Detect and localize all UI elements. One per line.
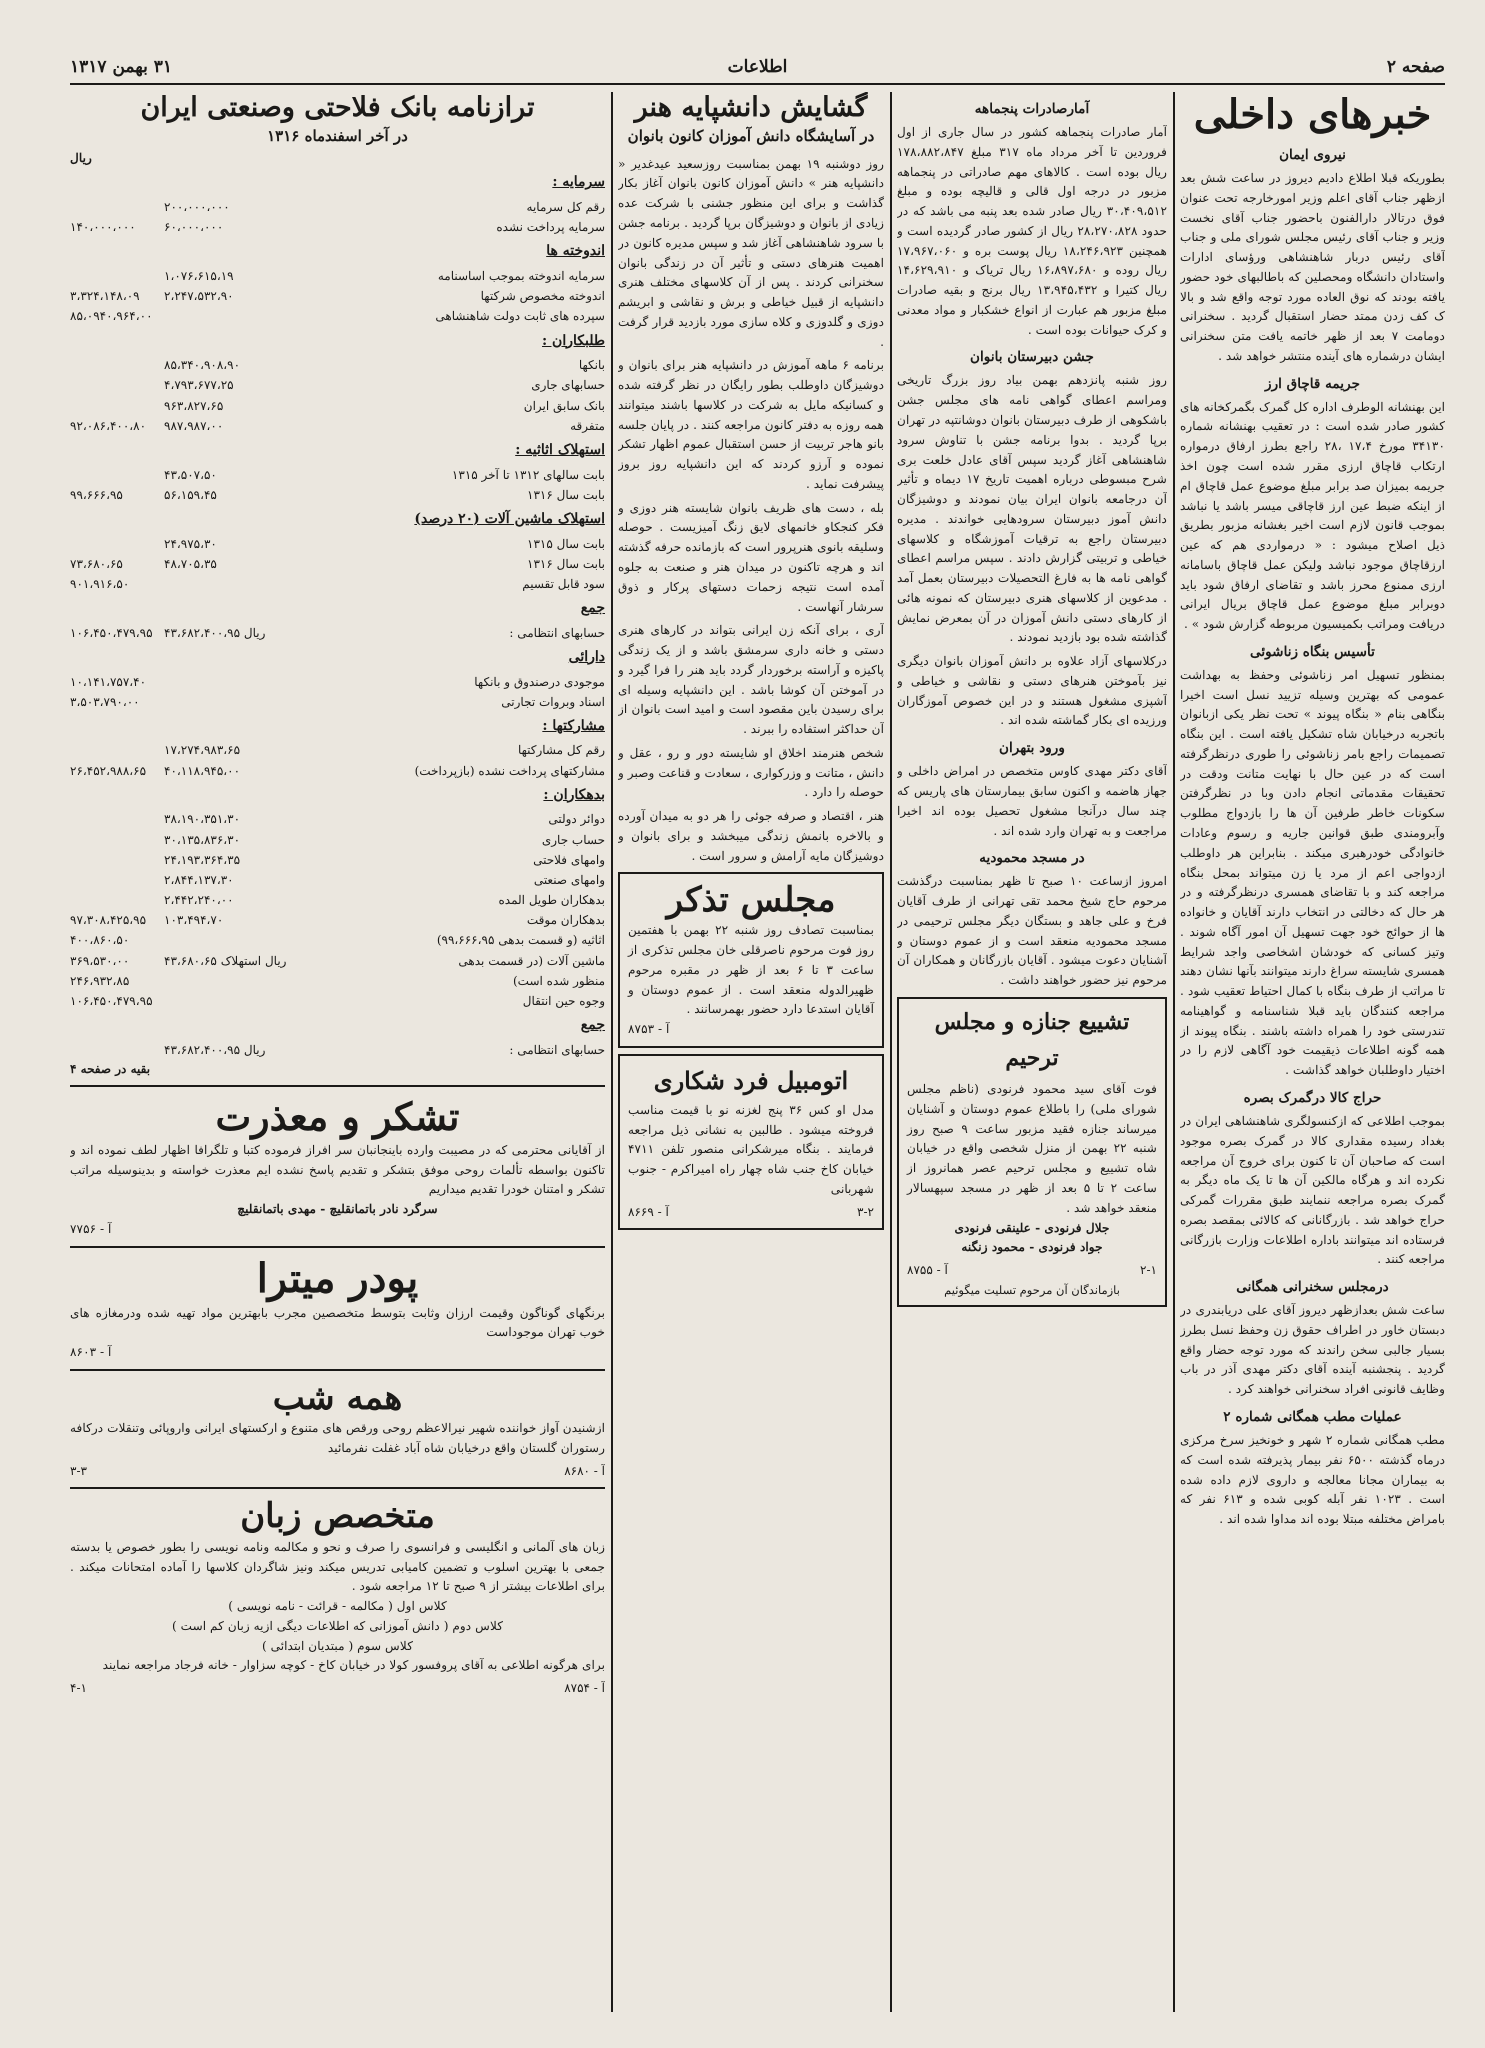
balance-row: [70, 197, 605, 217]
news-heading: عملیات مطب همگانی شماره ۲: [1223, 1408, 1402, 1425]
balance-row-amount: ۴۳،۶۸۲،۴۰۰،۹۵ ریال: [164, 625, 266, 640]
balance-row-label: رقم کل سرمایه: [526, 200, 605, 215]
article-body: بله ، دست های ظریف بانوان شایسته هنر دوزی و فکر کنجکاو خانمهای لایق زنگ آمیزیست . حوصله وسلیقه بانوی هنرپرور است که بازمانده حرفه گذشته اند و هرچه تاکنون در میدان هنر و صنعت به جلوه آمده است نتیجه زحمات دستهای پرکار و ذوق سرشار آنهاست .: [618, 500, 884, 614]
balance-row-label: اسناد وبروات تجارتی: [501, 694, 605, 709]
balance-row: [70, 971, 605, 991]
ad-title: پودر میترا: [256, 1254, 419, 1302]
balance-row-label: وامهای صنعتی: [533, 872, 605, 887]
balance-row-total: ۲۴۶،۹۳۲،۸۵: [70, 973, 130, 988]
news-heading: در مسجد محمودیه: [979, 850, 1085, 867]
news-body: آمار صادرات پنجماهه کشور در سال جاری از اول فروردین تا آخر مرداد ماه ۳۱۷ مبلغ ۱۷۸،۸۸۲،۸۴۷ ریال بوده است . کالاهای مهم صادراتی در پنجماهه مزبور در درجه اول قالی و قالیچه بوده و مبلغ ۳۰،۴۰۹،۵۱۲ ریال صادر شده بعد پنبه می باشد که در حدود ۲۸،۲۷۰،۸۲۸ ریال از کشور صادر گردیده است و همچنین ۱۸،۲۴۶،۹۲۳ ریال پوست بره و ۱۷،۹۶۷،۰۶۰ ریال روده و ۱۶،۸۹۷،۶۸۰ ریال تریاک و ۱۴،۶۲۹،۹۱۰ ریال کتیرا و ۱۳،۹۴۵،۴۳۲ ریال برنج و بقیه صادرات مبلغ مزبور هم عبارت از انواع خشکبار و مواد معدنی و کرک حیوانات بوده است .: [897, 125, 1167, 337]
news-body: بمنظور تسهیل امر زناشوئی وحفظ به بهداشت عمومی که بهترین وسیله تزیید نسل است اخیرا بنگاهی بنام « بنگاه پیوند » تحت نظر یکی ازبانوان باتجربه درخیابان شاه تشکیل یافته است . این بنگاه تصمیمات راجع بامر زناشوئی را طوری درنظرگرفته است که در عین حال با نهایت متانت ودقت در تحقیقات مقدماتی انجام دادن وبا در نظرگرفتن سکونات خاطر طرفین آن ها را بازدواج مطلوب وآبرومندی طبق قوانین جاریه و رسوم وعادات خانوادگی خودرهبری میکند . بنابراین هر داوطلب ازدواجی اعم از مرد یا زن میتواند بمحل بنگاه مراجعه کند و با تقاضای همسری درنظرگرفته و در هر حال که دخالتی در انتخاب دارند آقایان و خانواده ها از حوائج خود جهت تسهیل آن امور آگاه شوند . وتیز کسانی که خودشان اشخاصی واجد شرایط همسری شایسته سراغ دارند میتوانند بآنها نشان دهند تا مراتب از طرف بنگاه با کمال احتیاط تعقیب شود . مراجعه کنندگان باید قبلا شناسنامه و گواهینامه تندرستی خود را همراه داشته باشند . بنگاه پیوند از همه گونه اطلاعات ذیقیمت خود آگاهی لازم را در اختیار داوطلبان خواهد گذاشت .: [1180, 667, 1445, 1078]
notice-body: فوت آقای سید محمود فرنودی (ناظم مجلس شورای ملی) را باطلاع عموم دوستان و آشنایان میرساند جنازه فقید مزبور ساعت ۹ صبح روز شنبه ۲۲ بهمن از منزل شخصی واقع در خیابان شاه تشییع و مجلس ترحیم عصر همانروز از ساعت ۲ تا ۵ بعد از ظهر در مسجد سپهسالار منعقد خواهد شد .: [907, 1082, 1158, 1215]
balance-row-amount: ۸۵،۳۴۰،۹۰۸،۹۰: [164, 358, 241, 373]
balance-row-amount: ۹۶۳،۸۲۷،۶۵: [164, 398, 224, 413]
article-body: آری ، برای آنکه زن ایرانی بتواند در کارهای هنری دستی و خانه داری سرمشق باشد و از یک زندگی پاکیزه و آراسته برخوردار گردد باید هنر را فرا گیرد و در آموختن آن کوشا باشد . این دانشپایه وسیله ای برای رسیدن باین مقصود است و امید است بانوان از آن حداکثر استفاده را ببرند .: [618, 623, 884, 737]
cafe-ad: [70, 1377, 605, 1481]
balance-row: [70, 890, 605, 910]
balance-row: [70, 534, 605, 554]
balance-row-amount: ۴۳،۶۸۰،۶۵ ریال استهلاک: [164, 953, 287, 968]
balance-row-label: حسابهای انتظامی :: [509, 625, 605, 640]
balance-row-label: بابت سال ۱۳۱۵: [527, 536, 605, 551]
ad-body: برنگهای گوناگون وقیمت ارزان وثابت بتوسط متخصصین مجرب بابهترین مواد تهیه شده ودرمغازه های خوب تهران موجوداست: [70, 1305, 605, 1340]
balance-row-label: بدهکاران طویل المده: [498, 893, 605, 908]
balance-row-label: بانک سابق ایران: [523, 398, 605, 413]
balance-row-label: وامهای فلاحتی: [533, 852, 605, 867]
thanks-ad: [70, 1093, 605, 1239]
class-line: کلاس دوم ( دانش آموزانی که اطلاعات دیگی ازیه زبان کم است ): [171, 1618, 504, 1633]
balance-row-total: ۳،۵۰۳،۷۹۰،۰۰: [70, 694, 140, 709]
ad-body: مدل او کس ۳۶ پنج لغزنه نو با قیمت مناسب فروخته میشود . طالبین به نشانی ذیل مراجعه فرمایند . بنگاه میرشکرانی منصور تلفن ۴۷۱۱ خیابان کاخ جنب شاه چهار راه امیراکرم - جنوب شهربانی: [628, 1102, 874, 1196]
news-body: آقای دکتر مهدی کاوس متخصص در امراض داخلی و جهاز هاضمه و اکنون سابق بیمارستان های پاریس که چند سال درآنجا مشغول تحصیل بوده اند اخیرا مراجعت و به تهران وارد شده اند .: [897, 764, 1167, 838]
news-heading: آمارصادرات پنجماهه: [974, 101, 1090, 117]
balance-row-label: مشارکتهای پرداخت نشده (بازپرداخت): [414, 763, 605, 778]
currency-unit: ریال: [70, 150, 92, 165]
balance-row-amount: ۴۸،۷۰۵،۳۵: [164, 556, 217, 571]
issue-date: ۳۱ بهمن ۱۳۱۷: [70, 57, 172, 77]
powder-ad: [70, 1254, 605, 1363]
balance-row-label: سرمایه اندوخته بموجب اساسنامه: [437, 269, 605, 284]
notice-title: تشییع جنازه و مجلس ترحیم: [934, 1008, 1130, 1071]
balance-section-heading: اندوخته ها: [546, 243, 605, 260]
ad-code: آ - ۸۶۰۳: [70, 1345, 112, 1360]
balance-row: [70, 266, 605, 286]
news-body: درکلاسهای آزاد علاوه بر دانش آموزان بانوان دیگری نیز بآموختن هنرهای دستی و نقاشی و خیاطی و آشپزی مشغول هستند و در این خصوص آموزگاران ورزیده ای بکار گماشته شده اند .: [897, 654, 1167, 728]
balance-row-amount: ۲،۴۴۲،۲۴۰،۰۰: [164, 893, 234, 908]
balance-row-label: سرمایه پرداخت نشده: [496, 220, 605, 235]
balance-row: [70, 910, 605, 930]
balance-row-label: بابت سال ۱۳۱۶: [527, 487, 605, 502]
balance-row-total: ۹۲،۰۸۶،۴۰۰،۸۰: [70, 418, 147, 433]
balance-row: [70, 306, 605, 326]
memorial-notice: [618, 872, 884, 1047]
balance-row: [70, 830, 605, 850]
balance-row: [70, 416, 605, 436]
language-ad: [70, 1495, 605, 1698]
notice-signature: جواد فرنودی - محمود زنگنه: [961, 1240, 1103, 1255]
ad-number: ۳-۳: [70, 1463, 87, 1478]
balance-table: [70, 171, 605, 1059]
balance-row-label: بانکها: [578, 358, 605, 373]
balance-row-amount: ۲،۸۴۴،۱۳۷،۳۰: [164, 872, 234, 887]
balance-row: [70, 951, 605, 971]
balance-row: [70, 574, 605, 594]
column-news-2: [897, 92, 1167, 2012]
balance-row-label: سود قابل تقسیم: [522, 576, 605, 591]
news-body: روز شنبه پانزدهم بهمن بیاد روز بزرگ تاریخی ومراسم اعطای گواهی نامه های مجلس جشن باشکوهی از طرف دبیرستان بانوان دوشانتپه در تهران برپا گردید . بدوا برنامه جشن با تناوش سرود شاهنشاهی آغاز گردید سپس آقای عادل خلعت بری شرح مبسوطی درباره اهمیت تاریخ ۱۷ دیماه و تأثیر آن درجامعه بانوان ایران بیان نمودند و دوشیزگان دانش آموز دبیرستان سرودهایی خواندند . مدیره دبیرستان راجع به ترقیات آموزشگاه و کلاسهای خیاطی و تربیتی گزارش دادند . سپس مراسم اعطای گواهی نامه ها به فارغ التحصیلات دبیرستان بعمل آمد . مدعوین از کلاسهای هنری دبیرستان که نمونه هائی از کارهای دستی دانش آموزان در آن بمعرض نمایش گذاشته شده بود بازدید نمودند .: [897, 373, 1167, 645]
balance-row-amount: ۵۶،۱۵۹،۴۵: [164, 487, 217, 502]
ad-number: ۲-۱: [1140, 1263, 1157, 1278]
balance-row-total: ۴۰۰،۸۶۰،۵۰: [70, 933, 130, 948]
balance-row: [70, 870, 605, 890]
page-number: صفحه ۲: [1386, 57, 1445, 77]
balance-row: [70, 809, 605, 829]
balance-row-amount: ۴۳،۶۸۲،۴۰۰،۹۵ ریال: [164, 1042, 266, 1057]
ad-title: اتومبیل فرد شکاری: [653, 1065, 849, 1095]
news-heading: جریمه قاچاق ارز: [1265, 375, 1360, 392]
balance-row-amount: ۳۸،۱۹۰،۳۵۱،۳۰: [164, 812, 241, 827]
continued-note: بقیه در صفحه ۴: [70, 1061, 151, 1076]
funeral-notice: [897, 997, 1167, 1307]
news-heading: نیروی ایمان: [1279, 147, 1346, 163]
notice-title: مجلس تذکر: [666, 880, 836, 921]
balance-row-amount: ۹۸۷،۹۸۷،۰۰: [164, 418, 224, 433]
balance-row-total: ۱۰،۱۴۱،۷۵۷،۴۰: [70, 674, 147, 689]
news-heading: جشن دبیرستان بانوان: [970, 349, 1094, 366]
balance-row: [70, 740, 605, 760]
balance-row-amount: ۴۰،۱۱۸،۹۴۵،۰۰: [164, 763, 241, 778]
balance-row-total: ۳۶۹،۵۳۰،۰۰: [70, 953, 130, 968]
ad-code: آ - ۸۶۶۹: [628, 1204, 669, 1219]
article-body: برنامه ۶ ماهه آموزش در دانشپایه هنر برای بانوان و دوشیزگان داوطلب بطور رایگان در نظر گرفته شده و کسانیکه مایل به شرکت در کلاسها باشند میتوانند همه روزه به دفتر کانون مراجعه کنند . در پایان جلسه بانو هاجر تربیت از حسن استقبال عموم اظهار تشکر نموده و آرزو کردند که این دانشپایه روز بروز پیشرفت نماید .: [618, 358, 884, 491]
balance-section-heading: استهلاک اثاثیه :: [515, 441, 605, 458]
balance-row-amount: ۱۰۳،۴۹۴،۷۰: [164, 913, 224, 928]
balance-row-label: دوائر دولتی: [548, 812, 605, 827]
column-rule: [611, 92, 613, 2012]
balance-row-label: وجوه حین انتقال: [522, 993, 605, 1008]
balance-row-amount: ۲۴،۱۹۳،۳۶۴،۳۵: [164, 852, 241, 867]
article-body: روز دوشنبه ۱۹ بهمن بمناسبت روزسعید عیدغدیر « دانشپایه هنر » دانش آموزان کانون بانوان آغاز بکار گذاشت و برای این منظور جشنی با شرکت عده زیادی از بانوان و دوشیزگان برپا گردید . برنامه جشن با سرود شاهنشاهی آغاز شد و سپس مدیره کانون در اهمیت هنرهای دستی و تأثیر آن در زندگی بانوان سخنرانی کردند . پس از آن کلاسهای مختلف هنری دانشپایه از قبیل خیاطی و برش و نقاشی و ابریشم دوزی و گلدوزی و کلاه سازی مورد بازدید قرار گرفت .: [618, 156, 884, 349]
ad-title: همه شب: [272, 1377, 403, 1418]
balance-row: [70, 465, 605, 485]
car-sale-ad: [618, 1054, 884, 1230]
balance-row-label: اندوخته مخصوص شرکتها: [480, 289, 605, 304]
ad-signature: سرگرد نادر باتمانقلیچ - مهدی باتمانقلیچ: [237, 1202, 438, 1217]
notice-footer: بازماندگان آن مرحوم تسلیت میگوئیم: [944, 1282, 1120, 1297]
balance-row-amount: ۱،۰۷۶،۶۱۵،۱۹: [164, 269, 234, 284]
column-rule: [890, 92, 892, 2012]
balance-section-heading: مشارکتها :: [542, 717, 605, 734]
balance-row-label: حسابهای انتظامی :: [509, 1042, 605, 1057]
balance-row-total: ۱۰۶،۴۵۰،۴۷۹،۹۵: [70, 993, 153, 1008]
balance-row: [70, 554, 605, 574]
column-news-3: [618, 92, 884, 2012]
ad-code: آ - ۸۷۵۴: [564, 1681, 605, 1696]
ad-number: ۴-۱: [70, 1681, 87, 1696]
balance-row-label: بابت سالهای ۱۳۱۲ تا آخر ۱۳۱۵: [451, 467, 605, 482]
balance-row-label: اثاثیه (و قسمت بدهی ۹۹،۶۶۶،۹۵): [436, 933, 605, 948]
balance-row: [70, 286, 605, 306]
news-heading: درمجلس سخنرانی همگانی: [1236, 1279, 1389, 1296]
ad-code: آ - ۸۷۵۵: [907, 1263, 948, 1278]
balance-row-amount: ۲،۲۴۷،۵۳۲،۹۰: [164, 289, 234, 304]
ad-number: ۳-۲: [857, 1204, 874, 1219]
balance-title: ترازنامه بانک فلاحتی وصنعتی ایران: [140, 92, 535, 123]
balance-row: [70, 623, 605, 643]
balance-row-label: منظور شده است): [512, 973, 605, 988]
balance-row-label: متفرقه: [570, 418, 605, 433]
balance-row-amount: ۲۴،۹۷۵،۳۰: [164, 536, 217, 551]
ad-code: آ - ۸۶۸۰: [564, 1463, 605, 1478]
news-body: این بهنشانه الوطرف اداره کل گمرک بگمرکخانه های کشور صادر شده است : در تعقیب بهنشانه شماره ۳۴۱۳۰ مورخ ۱۷،۴ ،۲۸ راجع بطرز ارفاق درمواره ارتکاب قاچاق ارزی مقرر شده است چون اخذ جریمه بمیزان صد برابر مبلغ موضوع عمل قاچاق ام از اینکه ضبط عین ارز قاچاقی میسر باشد یا نباشد بموجب قانون لازم است اخیر بغشانه مزبور بطریق ذیل اصلاح میشود : « درمواردی هم که عین ارزقاچاق موجود نباشد ولیکن عمل قاچاق باسامانه ارزی ممنوع محرز باشد و تقاضای ارفاق شود باید دوبرابر مبلغ موضوع عمل قاچاق بریال ایرانی دریافت ومراتب بکمیسیون مربوطه گزارش شود » .: [1180, 399, 1445, 632]
balance-row: [70, 672, 605, 692]
balance-section-heading: دارائی: [568, 648, 605, 665]
balance-row-amount: ۶۰،۰۰۰،۰۰۰: [164, 220, 224, 235]
balance-row-amount: ۲۰۰،۰۰۰،۰۰۰: [164, 200, 230, 215]
balance-row-amount: ۳۰،۱۳۵،۸۳۶،۳۰: [164, 832, 241, 847]
news-heading: ورود بتهران: [999, 740, 1065, 757]
balance-row-total: ۹۷،۳۰۸،۴۲۵،۹۵: [70, 913, 147, 928]
balance-row-amount: ۱۷،۲۷۴،۹۸۳،۶۵: [164, 743, 241, 758]
balance-row: [70, 355, 605, 375]
balance-row-label: ماشین آلات (در قسمت بدهی: [458, 953, 605, 968]
balance-row-label: حسابهای جاری: [531, 378, 605, 393]
balance-row: [70, 761, 605, 781]
balance-row-label: سپرده های ثابت دولت شاهنشاهی: [435, 309, 605, 324]
notice-signature: جلال فرنودی - علینقی فرنودی: [954, 1220, 1110, 1235]
balance-section-heading: جمع: [580, 1017, 605, 1034]
balance-row-amount: ۴،۷۹۳،۶۷۷،۲۵: [164, 378, 234, 393]
column-domestic-news: [1180, 92, 1445, 2012]
balance-section-heading: بدهکاران :: [543, 786, 605, 803]
column-balance-sheet: [70, 92, 605, 2012]
ad-code: آ - ۷۷۵۶: [70, 1221, 112, 1236]
balance-row-total: ۹۰۱،۹۱۶،۵۰: [70, 576, 130, 591]
ad-body: زبان های آلمانی و انگلیسی و فرانسوی را صرف و نحو و مکالمه ونامه نویسی را بطور خصوص یا بدسته جمعی با بهترین اسلوب و تضمین کامیابی تدریس میکند ونیز شاگردان کلاسها را آماده امتحانات میکند . برای اطلاعات بیشتر از ۹ صبح تا ۱۲ مراجعه شود .: [70, 1539, 605, 1594]
balance-row-total: ۸۵،۰۹۴۰،۹۶۴،۰۰: [70, 309, 153, 324]
balance-row-total: ۲۶،۴۵۲،۹۸۸،۶۵: [70, 763, 147, 778]
news-body: امروز ازساعت ۱۰ صبح تا ظهر بمناسبت درگذشت مرحوم حاج شیخ محمد تقی تهرانی از طرف آقایان فرخ و علی جاهد و بستگان دیگر مجلس ترحیمی در مسجد محمودیه منعقد است و از عموم دوستان و آشنایان دعوت میشود . آقایان بازرگانان و همکاران آن مرحوم نیز حضور خواهند داشت .: [897, 874, 1167, 988]
ad-title: تشکر و معذرت: [215, 1094, 460, 1140]
news-body: بموجب اطلاعی که ازکنسولگری شاهنشاهی ایران در بغداد رسیده مقداری کالا در گمرک بصره موجود است که صاحبان آن تا کنون برای خروج آن مراجعه نکرده اند و هرگاه مالکین آن ها تا یک ماه دیگر به گمرک بصره مراجعه ننمایند طبق مقررات گمرکی حراج خواهد شد . بازرگانانی که کالائی بمقصد بصره فرستاده اند میتوانند باداره اطلاعات وزارت بازرگانی مراجعه کنند .: [1180, 1113, 1445, 1267]
balance-row-label: بابت سال ۱۳۱۶: [527, 556, 605, 571]
balance-row: [70, 850, 605, 870]
balance-section-heading: طلبکاران :: [542, 332, 605, 349]
news-body: مطب همگانی شماره ۲ شهر و خونخیز سرخ مرکزی درماه گذشته ۶۵۰۰ نفر بیمار پذیرفته شده است که به بیماران مجانا معالجه و داروی لازم داده شده است . ۱۰۲۳ نفر آبله کوبی شده و ۶۱۳ نفر که بامراض مختلفه مبتلا بوده اند مداوا شده اند .: [1180, 1432, 1445, 1527]
balance-row-total: ۱۴۰،۰۰۰،۰۰۰: [70, 220, 136, 235]
balance-row-amount: ۴۳،۵۰۷،۵۰: [164, 467, 217, 482]
balance-section-heading: سرمایه :: [552, 174, 605, 191]
balance-row-total: ۷۳،۶۸۰،۶۵: [70, 556, 123, 571]
balance-section-heading: جمع: [580, 600, 605, 616]
balance-row: [70, 1040, 605, 1060]
news-body: ساعت شش بعدازظهر دیروز آقای علی دریابندری در دبستان خاور در اطراف حقوق زن وحفظ نسل بطرز بسیار جالبی سخن راندند که مورد توجه حضار واقع گردید . پنجشنبه آینده آقای دکتر مهدی آذر در باب وظایف قانونی افراد سخنرانی خواهند کرد .: [1180, 1303, 1445, 1397]
column-rule: [1173, 92, 1175, 2012]
article-body: شخص هنرمند اخلاق او شایسته دور و رو ، عقل و دانش ، متانت و وزرکواری ، سعادت و قناعت وصبر و حوصله را دارد .: [618, 745, 884, 800]
news-body: بطوریکه قبلا اطلاع دادیم دیروز در ساعت شش بعد ازظهر جناب آقای اعلم وزیر امورخارجه تحت عنوان فوق درتالار دارالفنون باحضور جناب آقای نخست وزیر و جناب آقای رئیس مجلس شورای ملی و جناب آقای رئیس دربار شاهنشاهی ورؤسای ادارات واستادان دانشگاه ومحصلین که باطالبهای خود حضور یافته بودند که نوق العاده مورد توجه واقع شد و بالا ک کف زدن ممتد حضار استقبال گردید . سخنرانی دومامت ۷ بعد از ظهر خاتمه یافت متن سخنرانی ایشان درشماره های آینده منتشر خواهد شد .: [1180, 171, 1445, 363]
balance-row: [70, 396, 605, 416]
notice-body: بمناسبت تصادف روز شنبه ۲۲ بهمن با هفتمین روز فوت مرحوم ناصرقلی خان مجلس تذکری از ساعت ۳ تا ۶ بعد از ظهر در مقبره مرحوم ظهیرالدوله منعقد است . از عموم دوستان و آقایان استدعا دارد حضور بهمرسانند .: [628, 923, 874, 1017]
ad-code: آ - ۸۷۵۳: [628, 1022, 670, 1037]
ad-body: از آقایانی محترمی که در مصیبت وارده باینجانبان سر افراز فرموده کتبا و تلگرافا اظهار لطف نموده اند و تاکنون بواسطه تألمات روحی موفق بتشکر و تقدیم پاسخ نشده ایم معذرت خواسته و بدینوسیله مراتب تشکر و امتنان خودرا تقدیم میداریم: [70, 1142, 605, 1197]
balance-row-label: حساب جاری: [541, 832, 605, 847]
balance-row: [70, 692, 605, 712]
article-title: گشایش دانشپایه هنر: [634, 92, 868, 123]
balance-row-label: موجودی درصندوق و بانکها: [474, 674, 605, 689]
balance-row: [70, 991, 605, 1011]
balance-row: [70, 217, 605, 237]
balance-row: [70, 485, 605, 505]
balance-row-total: ۹۹،۶۶۶،۹۵: [70, 487, 123, 502]
article-body: هنر ، اقتصاد و صرفه جوئی را هر دو به میدان آورده و بالاخره بانمش زندگی میبخشد و برای بانوان و دوشیزگان مایه آرامش و سرور است .: [618, 809, 884, 863]
news-heading: حراج کالا درگمرک بصره: [1243, 1089, 1382, 1106]
balance-row-label: رقم کل مشارکتها: [517, 743, 605, 758]
class-line: کلاس اول ( مکالمه - قرائت - نامه نویسی ): [228, 1599, 447, 1614]
page-header: [70, 55, 1445, 85]
balance-row-total: ۳،۳۲۴،۱۴۸،۰۹: [70, 289, 140, 304]
newspaper-name: اطلاعات: [727, 57, 788, 77]
balance-row: [70, 375, 605, 395]
balance-row-label: بدهکاران موقت: [526, 913, 605, 928]
balance-subtitle: در آخر اسفندماه ۱۳۱۶: [267, 127, 408, 146]
class-line: کلاس سوم ( مبتدیان ابتدائی ): [261, 1638, 413, 1653]
balance-row: [70, 930, 605, 950]
ad-body: ازشنیدن آواز خواننده شهیر نیرالاعظم روحی ورقص های متنوع و ارکستهای ایرانی واروپائی وتنقلات درکافه رستوران گلستان واقع درخیابان شاه آباد غفلت نفرمائید: [70, 1421, 605, 1456]
section-title: خبرهای داخلی: [1193, 92, 1432, 138]
balance-row-total: ۱۰۶،۴۵۰،۴۷۹،۹۵: [70, 625, 153, 640]
article-subtitle: در آسایشگاه دانش آموزان کانون بانوان: [627, 127, 875, 146]
ad-title: متخصص زبان: [240, 1496, 435, 1537]
balance-section-heading: استهلاک ماشین آلات (۲۰ درصد): [414, 510, 605, 527]
news-heading: تأسیس بنگاه زناشوئی: [1250, 643, 1375, 660]
ad-address: برای هرگونه اطلاعی به آقای پروفسور کولا در خیابان کاخ - کوچه سزاوار - خانه فرجاد مراجعه نمایند: [102, 1658, 605, 1673]
